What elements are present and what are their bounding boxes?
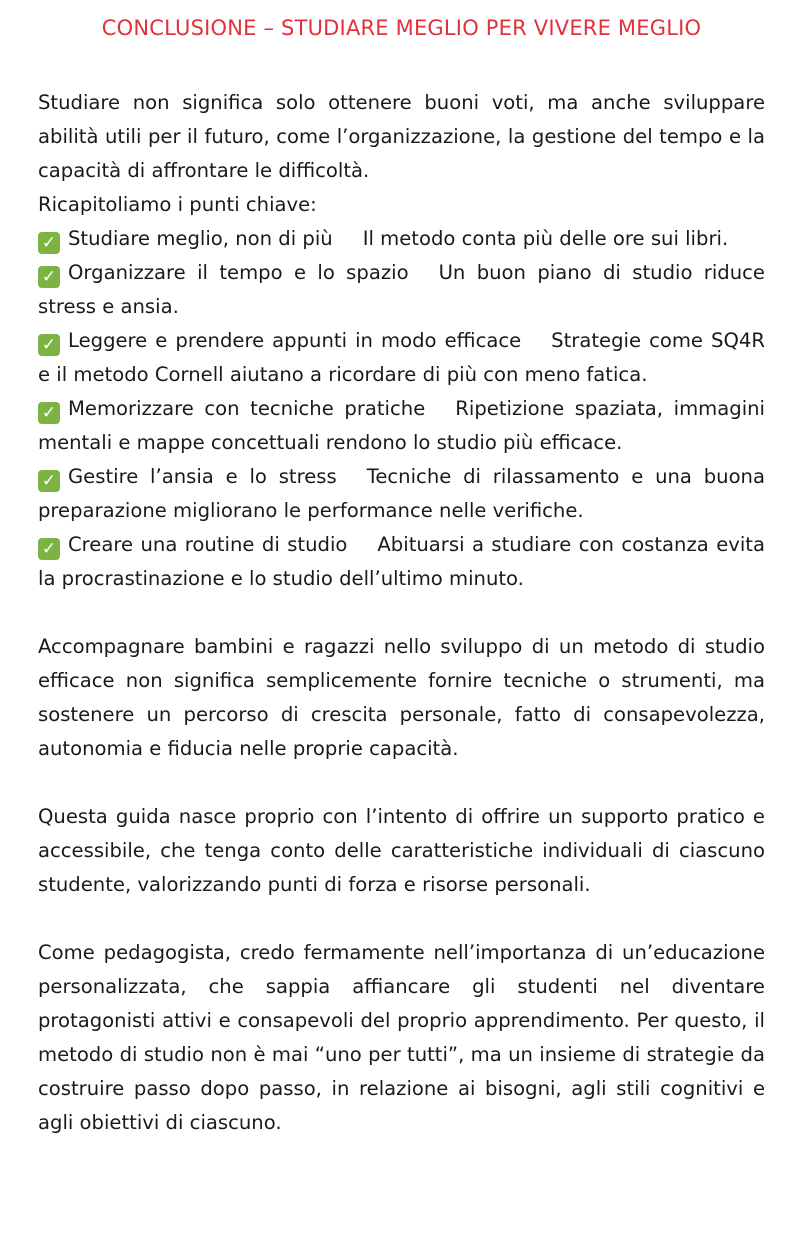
- intro-paragraph: Studiare non significa solo ottenere buoni voti, ma anche sviluppare abilità utili per il futuro, come l’organizzazione, la gestione del tempo e la capacità di affrontare le difficoltà.: [38, 91, 765, 182]
- check-mark-icon: ✓: [38, 266, 60, 288]
- list-item: [38, 528, 765, 596]
- key-point-head: Creare una routine di studio: [68, 533, 348, 556]
- key-point-head: Gestire l’ansia e lo stress: [68, 465, 337, 488]
- key-point-head: Studiare meglio, non di più: [68, 227, 333, 250]
- check-mark-icon: ✓: [38, 470, 60, 492]
- key-point-text: Il metodo conta più delle ore sui libri.: [362, 227, 729, 250]
- key-point-text: Ripetizione spaziata, immagini mentali e mappe concettuali rendono lo studio più efficace.: [38, 397, 765, 454]
- key-point-text: Un buon piano di studio riduce stress e ansia.: [38, 261, 765, 318]
- check-mark-icon: ✓: [38, 232, 60, 254]
- check-mark-icon: ✓: [38, 538, 60, 560]
- list-item: [38, 460, 765, 528]
- check-mark-icon: ✓: [38, 334, 60, 356]
- list-item: [38, 256, 765, 324]
- key-points-label: Ricapitoliamo i punti chiave:: [38, 193, 317, 216]
- page-title: CONCLUSIONE – STUDIARE MEGLIO PER VIVERE MEGLIO: [101, 16, 702, 40]
- list-item: [38, 324, 765, 392]
- key-point-head: Memorizzare con tecniche pratiche: [68, 397, 426, 420]
- list-item: [38, 392, 765, 460]
- key-point-text: Strategie come SQ4R e il metodo Cornell aiutano a ricordare di più con meno fatica.: [38, 329, 765, 386]
- body-paragraph: Accompagnare bambini e ragazzi nello sviluppo di un metodo di studio efficace non significa semplicemente fornire tecniche o strumenti, ma sostenere un percorso di crescita personale, fatto di consapevolezza, autonomia e fiducia nelle proprie capacità.: [38, 635, 765, 760]
- check-mark-icon: ✓: [38, 402, 60, 424]
- key-point-head: Organizzare il tempo e lo spazio: [68, 261, 409, 284]
- body-paragraph: Questa guida nasce proprio con l’intento di offrire un supporto pratico e accessibile, che tenga conto delle caratteristiche individuali di ciascuno studente, valorizzando punti di forza e risorse personali.: [38, 805, 765, 896]
- key-point-text: Abituarsi a studiare con costanza evita la procrastinazione e lo studio dell’ultimo minuto.: [38, 533, 765, 590]
- key-point-head: Leggere e prendere appunti in modo efficace: [68, 329, 522, 352]
- key-points-list: [38, 222, 765, 596]
- key-point-text: Tecniche di rilassamento e una buona preparazione migliorano le performance nelle verifiche.: [38, 465, 765, 522]
- body-paragraph: Come pedagogista, credo fermamente nell’importanza di un’educazione personalizzata, che sappia affiancare gli studenti nel diventare protagonisti attivi e consapevoli del proprio apprendimento. Per questo, il metodo di studio non è mai “uno per tutti”, ma un insieme di strategie da costruire passo dopo passo, in relazione ai bisogni, agli stili cognitivi e agli obiettivi di ciascuno.: [38, 941, 765, 1134]
- list-item: [38, 222, 765, 256]
